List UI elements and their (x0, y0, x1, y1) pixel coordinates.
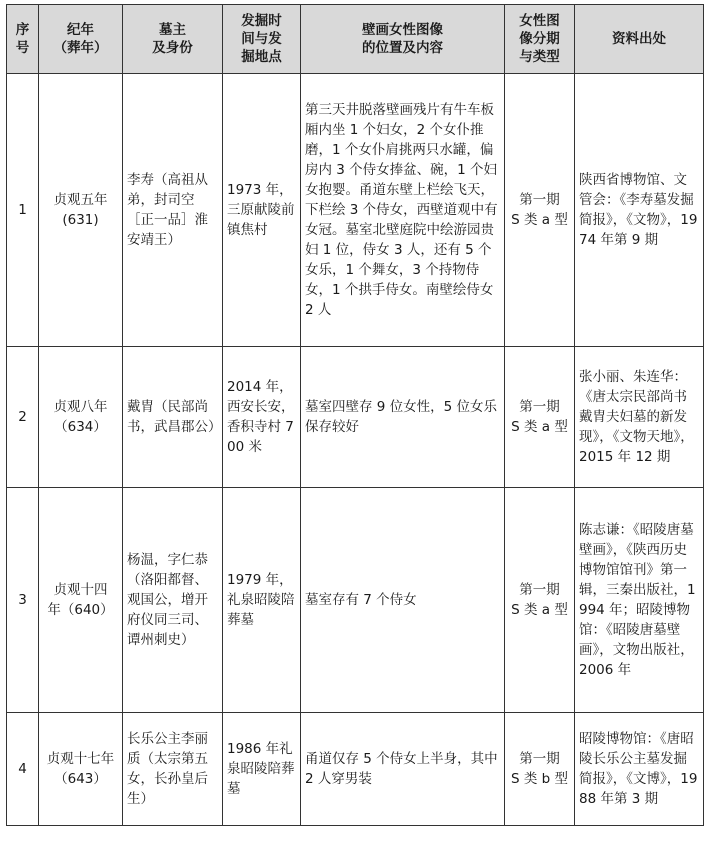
table-row (7, 347, 704, 488)
cell-year: 贞观八年 （634） (39, 347, 123, 488)
cell-excavation: 1979 年，礼泉昭陵陪葬墓 (223, 488, 301, 713)
header-row (7, 5, 704, 74)
cell-seq: 3 (7, 488, 39, 713)
cell-content: 第三天井脱落壁画残片有牛车板厢内坐 1 个妇女，2 个女仆推磨，1 个女仆肩挑两只水罐，偏房内 3 个侍女捧盆、碗，1 个妇女抱婴。甬道东壁上栏绘飞天，下栏绘 3 个侍女，西壁道观中有女冠。墓室北壁庭院中绘游园贵妇 1 位，侍女 3 人，还有 5 个女乐，1 个舞女，3 个持物侍女，1 个拱手侍女。南壁绘侍女 2 人 (301, 74, 505, 347)
cell-source: 陈志谦：《昭陵唐墓壁画》，《陕西历史博物馆馆刊》第一辑，三秦出版社，1994 年；昭陵博物馆：《昭陵唐墓壁画》，文物出版社，2006 年 (575, 488, 704, 713)
header-owner: 墓主 及身份 (123, 5, 223, 74)
document-page (6, 4, 703, 826)
table-row (7, 488, 704, 713)
table-row (7, 74, 704, 347)
header-period: 女性图 像分期 与类型 (505, 5, 575, 74)
cell-owner: 长乐公主李丽质（太宗第五女，长孙皇后生） (123, 713, 223, 826)
cell-owner: 杨温，字仁恭（洛阳都督、观国公，增开府仪同三司、谭州刺史） (123, 488, 223, 713)
header-seq: 序 号 (7, 5, 39, 74)
cell-content: 墓室四壁存 9 位女性，5 位女乐保存较好 (301, 347, 505, 488)
cell-year: 贞观五年 (631) (39, 74, 123, 347)
cell-seq: 4 (7, 713, 39, 826)
cell-owner: 李寿（高祖从弟，封司空［正一品］淮安靖王） (123, 74, 223, 347)
cell-excavation: 2014 年，西安长安，香积寺村 700 米 (223, 347, 301, 488)
cell-year: 贞观十四 年（640） (39, 488, 123, 713)
cell-source: 陕西省博物馆、文管会：《李寿墓发掘简报》，《文物》，1974 年第 9 期 (575, 74, 704, 347)
cell-period: 第一期 S 类 a 型 (505, 74, 575, 347)
cell-period: 第一期 S 类 a 型 (505, 488, 575, 713)
header-content: 壁画女性图像 的位置及内容 (301, 5, 505, 74)
header-excavation: 发掘时 间与发 掘地点 (223, 5, 301, 74)
cell-source: 昭陵博物馆：《唐昭陵长乐公主墓发掘简报》，《文博》，1988 年第 3 期 (575, 713, 704, 826)
cell-excavation: 1986 年礼泉昭陵陪葬墓 (223, 713, 301, 826)
cell-year: 贞观十七年 （643） (39, 713, 123, 826)
mural-women-table (6, 4, 704, 826)
cell-content: 甬道仅存 5 个侍女上半身，其中 2 人穿男装 (301, 713, 505, 826)
header-year: 纪年 （葬年） (39, 5, 123, 74)
header-source: 资料出处 (575, 5, 704, 74)
table-row (7, 713, 704, 826)
cell-owner: 戴胄（民部尚书，武昌郡公） (123, 347, 223, 488)
cell-period: 第一期 S 类 b 型 (505, 713, 575, 826)
cell-content: 墓室存有 7 个侍女 (301, 488, 505, 713)
cell-source: 张小丽、朱连华：《唐太宗民部尚书戴胄夫妇墓的新发现》，《文物天地》，2015 年 12 期 (575, 347, 704, 488)
cell-seq: 1 (7, 74, 39, 347)
cell-seq: 2 (7, 347, 39, 488)
cell-excavation: 1973 年，三原献陵前镇焦村 (223, 74, 301, 347)
cell-period: 第一期 S 类 a 型 (505, 347, 575, 488)
